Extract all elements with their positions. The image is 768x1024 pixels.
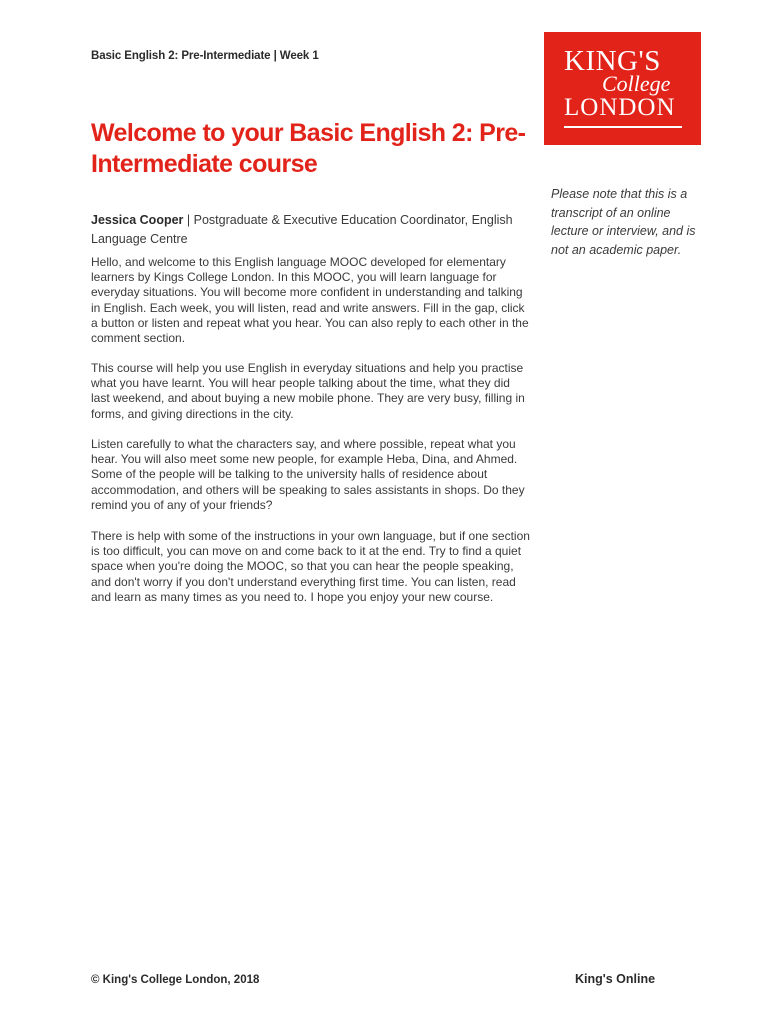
body-paragraph-3: Listen carefully to what the characters say, and where possible, repeat what you hear. You will also meet some new people, for example Heba, Dina, and Ahmed. Some of the people will be talking to the university halls of residence about accommodation, and others will be speaking to sales assistants in shops. Do they remind you of any of your friends?: [91, 437, 525, 512]
running-header: Basic English 2: Pre-Intermediate | Week 1: [91, 50, 319, 62]
logo-line-college: College: [602, 71, 671, 96]
logo-line-kings: KING'S: [564, 45, 661, 77]
logo-underline: [564, 126, 682, 128]
author-separator: |: [183, 213, 194, 227]
author-name: Jessica Cooper: [91, 213, 184, 227]
author-line: [91, 211, 531, 249]
kings-college-london-logo: [544, 32, 701, 145]
body-paragraph-1: Hello, and welcome to this English language MOOC developed for elementary learners by Kings College London. In this MOOC, you will learn language for everyday situations. You will become more confident in understanding and talking in English. Each week, you will listen, read and write answers. Fill in the gap, click a button or listen and repeat what you hear. You can also reply to each other in the comment section.: [91, 255, 529, 346]
author-role: Postgraduate & Executive Education Coordinator, English Language Centre: [91, 213, 513, 246]
footer-copyright: © King's College London, 2018: [91, 974, 260, 986]
logo-line-london: LONDON: [564, 94, 676, 121]
footer-brand: King's Online: [575, 972, 656, 986]
page-title: Welcome to your Basic English 2: Pre-Intermediate course: [91, 119, 526, 178]
transcript-note: Please note that this is a transcript of an online lecture or interview, and is not an academic paper.: [551, 187, 696, 257]
body-paragraph-4: There is help with some of the instructions in your own language, but if one section is too difficult, you can move on and come back to it at the end. Try to find a quiet space when you're doing the MOOC, so that you can hear the people speaking, and don't worry if you don't understand everything first time. You can listen, read and learn as many times as you need to. I hope you enjoy your new course.: [91, 529, 530, 604]
body-paragraph-2: This course will help you use English in everyday situations and help you practise what you have learnt. You will hear people talking about the time, what they did last weekend, and about buying a new mobile phone. They are very busy, filling in forms, and giving directions in the city.: [91, 361, 525, 421]
